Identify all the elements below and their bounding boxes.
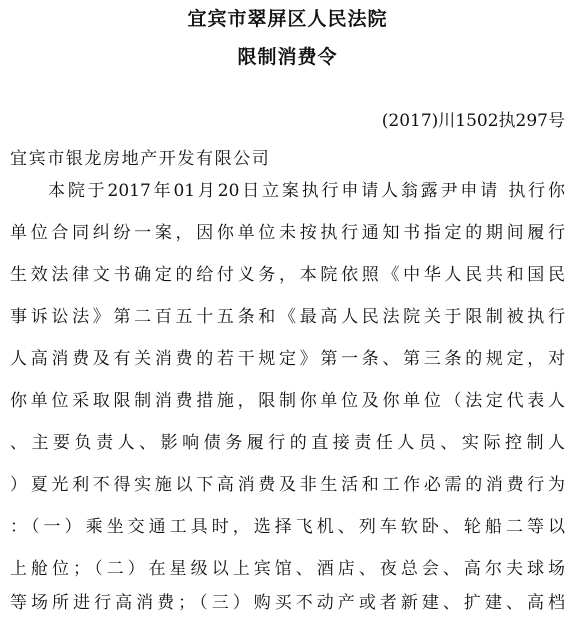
body-line-4: 事诉讼法》第二百五十五条和《最高人民法院关于限制被执行: [10, 307, 565, 327]
body-line-1: 本院于2017年01月20日立案执行申请人翁露尹申请 执行你: [48, 181, 565, 201]
body-line-8: ）夏光利不得实施以下高消费及非生活和工作必需的消费行为: [10, 475, 565, 495]
document-type-heading: 限制消费令: [237, 46, 338, 68]
body-line-7: 、主要负责人、影响债务履行的直接责任人员、实际控制人: [10, 433, 565, 453]
addressee-company: 宜宾市银龙房地产开发有限公司: [10, 149, 271, 169]
court-name-heading: 宜宾市翠屏区人民法院: [187, 8, 388, 30]
body-line-5: 人高消费及有关消费的若干规定》第一条、第三条的规定，对: [10, 349, 565, 369]
body-line-2: 单位合同纠纷一案，因你单位未按执行通知书指定的期间履行: [10, 223, 565, 243]
body-line-3: 生效法律文书确定的给付义务，本院依照《中华人民共和国民: [10, 265, 565, 285]
body-line-6: 你单位采取限制消费措施，限制你单位及你单位（法定代表人: [10, 391, 565, 411]
body-line-11: 等场所进行高消费；（三）购买不动产或者新建、扩建、高档: [10, 593, 565, 613]
body-line-9: ：（一）乘坐交通工具时，选择飞机、列车软卧、轮船二等以: [10, 517, 565, 537]
body-line-10: 上舱位；（二）在星级以上宾馆、酒店、夜总会、高尔夫球场: [10, 559, 565, 579]
case-number: (2017)川1502执297号: [381, 111, 565, 131]
